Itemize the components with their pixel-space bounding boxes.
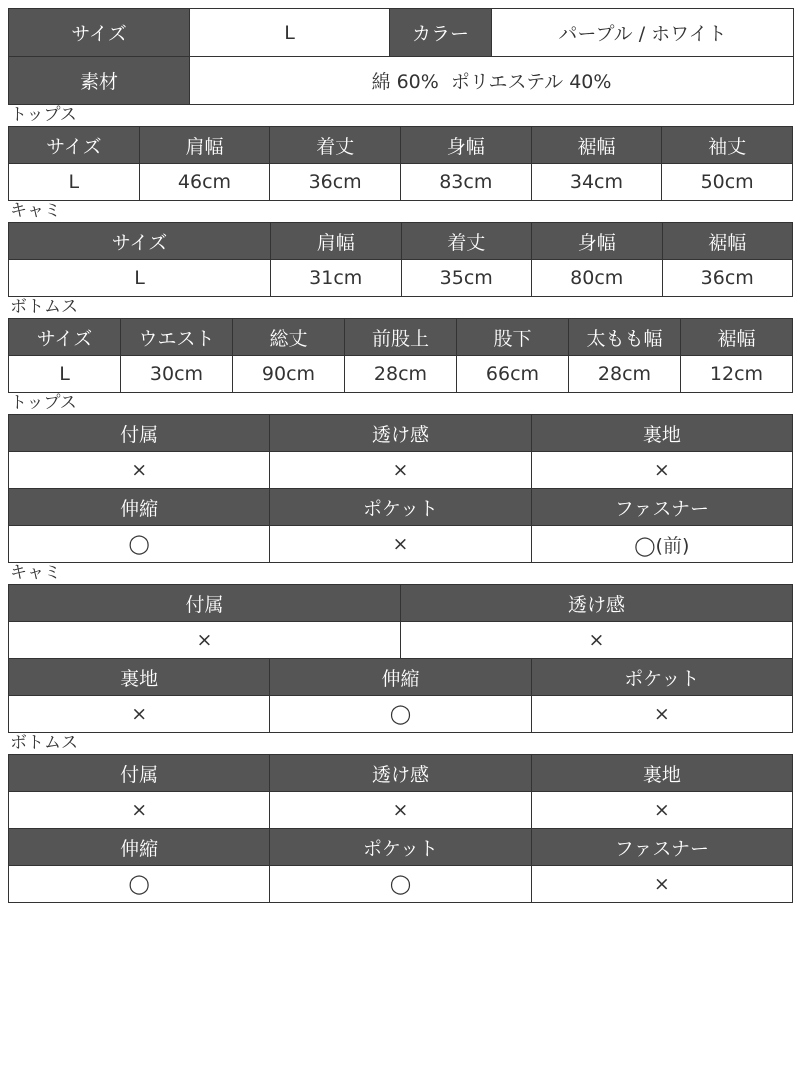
header-cell: 裾幅 (531, 127, 662, 164)
color-value: パープル / ホワイト (492, 9, 794, 57)
summary-row-size-color (9, 9, 794, 57)
value-cell: L (9, 260, 271, 297)
material-value: 綿 60% ポリエステル 40% (190, 57, 794, 105)
value-cell: L (9, 356, 121, 393)
tops-features-table (8, 414, 793, 563)
header-cell: 裏地 (9, 659, 270, 696)
table-header-row (9, 755, 793, 792)
value-cell: 66cm (457, 356, 569, 393)
table-header-row (9, 489, 793, 526)
table-header-row (9, 319, 793, 356)
tops-features-label: トップス (10, 393, 77, 413)
header-cell: 付属 (9, 415, 270, 452)
tops-size-label: トップス (10, 105, 77, 125)
header-cell: 透け感 (270, 415, 531, 452)
tops-size-table (8, 126, 793, 201)
value-cell: 36cm (662, 260, 793, 297)
header-cell: 裏地 (531, 415, 792, 452)
table-row (9, 452, 793, 489)
value-cell: 12cm (681, 356, 793, 393)
value-cell: × (531, 696, 792, 733)
value-cell: 36cm (270, 164, 401, 201)
value-cell: × (9, 792, 270, 829)
bottoms-size-table (8, 318, 793, 393)
table-row (9, 356, 793, 393)
header-cell: サイズ (9, 127, 140, 164)
table-header-row (9, 223, 793, 260)
value-cell: ◯ (270, 866, 531, 903)
header-cell: ポケット (270, 489, 531, 526)
summary-row-material (9, 57, 794, 105)
header-cell: ファスナー (531, 829, 792, 866)
header-cell: サイズ (9, 223, 271, 260)
value-cell: × (270, 792, 531, 829)
size-value: L (190, 9, 390, 57)
value-cell: × (270, 526, 531, 563)
bottoms-size-label: ボトムス (10, 297, 78, 317)
header-cell: 裾幅 (681, 319, 793, 356)
table-row (9, 260, 793, 297)
header-cell: 伸縮 (9, 829, 270, 866)
table-row (9, 792, 793, 829)
table-header-row (9, 415, 793, 452)
table-header-row (9, 585, 793, 622)
value-cell: ◯ (270, 696, 531, 733)
header-cell: 着丈 (401, 223, 532, 260)
header-cell: 袖丈 (662, 127, 793, 164)
table-row (9, 622, 793, 659)
table-row (9, 164, 793, 201)
bottoms-features-label: ボトムス (10, 733, 78, 753)
header-cell: 透け感 (400, 585, 792, 622)
value-cell: × (9, 452, 270, 489)
header-cell: 着丈 (270, 127, 401, 164)
value-cell: 28cm (345, 356, 457, 393)
color-label: カラー (390, 9, 492, 57)
value-cell: × (9, 696, 270, 733)
value-cell: × (9, 622, 401, 659)
value-cell: 35cm (401, 260, 532, 297)
header-cell: ポケット (270, 829, 531, 866)
header-cell: 太もも幅 (569, 319, 681, 356)
value-cell: 28cm (569, 356, 681, 393)
header-cell: 股下 (457, 319, 569, 356)
value-cell: ◯ (9, 526, 270, 563)
header-cell: サイズ (9, 319, 121, 356)
value-cell: ◯ (9, 866, 270, 903)
value-cell: 50cm (662, 164, 793, 201)
header-cell: 伸縮 (270, 659, 531, 696)
table-header-row (9, 829, 793, 866)
summary-table (8, 8, 794, 105)
value-cell: ◯(前) (531, 526, 792, 563)
value-cell: 34cm (531, 164, 662, 201)
value-cell: 83cm (400, 164, 531, 201)
value-cell: 30cm (121, 356, 233, 393)
header-cell: 裏地 (531, 755, 792, 792)
value-cell: L (9, 164, 140, 201)
value-cell: × (531, 452, 792, 489)
header-cell: 身幅 (532, 223, 663, 260)
value-cell: × (270, 452, 531, 489)
header-cell: 総丈 (233, 319, 345, 356)
header-cell: ウエスト (121, 319, 233, 356)
table-row (9, 696, 793, 733)
header-cell: 裾幅 (662, 223, 793, 260)
value-cell: 80cm (532, 260, 663, 297)
table-row (9, 526, 793, 563)
header-cell: ファスナー (531, 489, 792, 526)
value-cell: 90cm (233, 356, 345, 393)
cami-features-table (8, 584, 793, 733)
header-cell: ポケット (531, 659, 792, 696)
header-cell: 肩幅 (139, 127, 270, 164)
cami-size-table (8, 222, 793, 297)
size-label: サイズ (9, 9, 190, 57)
value-cell: 31cm (271, 260, 402, 297)
header-cell: 付属 (9, 585, 401, 622)
bottoms-features-table (8, 754, 793, 903)
cami-features-label: キャミ (10, 563, 61, 583)
header-cell: 身幅 (400, 127, 531, 164)
value-cell: 46cm (139, 164, 270, 201)
value-cell: × (531, 866, 792, 903)
value-cell: × (400, 622, 792, 659)
header-cell: 肩幅 (271, 223, 402, 260)
header-cell: 伸縮 (9, 489, 270, 526)
value-cell: × (531, 792, 792, 829)
header-cell: 前股上 (345, 319, 457, 356)
table-row (9, 866, 793, 903)
product-spec-sheet (8, 8, 793, 903)
cami-size-label: キャミ (10, 201, 61, 221)
header-cell: 透け感 (270, 755, 531, 792)
header-cell: 付属 (9, 755, 270, 792)
table-header-row (9, 659, 793, 696)
material-label: 素材 (9, 57, 190, 105)
table-header-row (9, 127, 793, 164)
